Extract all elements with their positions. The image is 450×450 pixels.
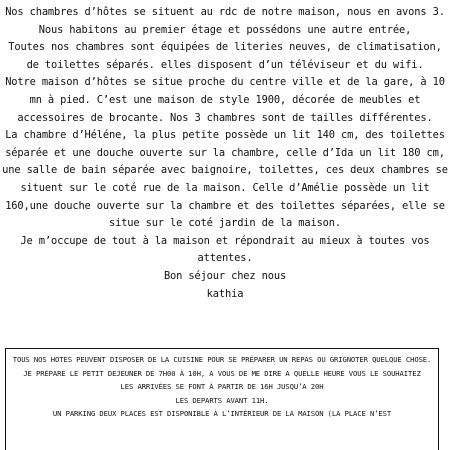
intro-paragraph-service: Je m’occupe de tout à la maison et répondrait au mieux à toutes vos attentes. bbox=[20, 234, 430, 265]
notice-departures: LES DEPARTS AVANT 11H. bbox=[175, 395, 269, 405]
info-notice-box bbox=[5, 348, 439, 450]
notice-kitchen: TOUS NOS HOTES PEUVENT DISPOSER DE LA CUISINE POUR SE PRÉPARER UN REPAS OU GRIGNOTER QUELQUE CHOSE. bbox=[12, 355, 432, 364]
intro-greeting: Bon séjour chez nous bbox=[163, 269, 287, 282]
intro-paragraph-first-floor: Nous habitons au premier étage et possédons une autre entrée, bbox=[38, 23, 412, 36]
intro-paragraph-equipment: Toutes nos chambres sont équipées de literies neuves, de climatisation, de toilettes séparés. elles disposent d’un téléviseur et du wifi. bbox=[8, 41, 442, 71]
notice-breakfast: JE PRÉPARE LE PETIT DEJEUNER DE 7H00 À 10H, A VOUS DE ME DIRE A QUELLE HEURE VOUS LE SOUHAITEZ bbox=[23, 368, 421, 378]
intro-text-block bbox=[2, 4, 448, 303]
intro-signature: kathia bbox=[206, 287, 244, 300]
notice-parking: UN PARKING DEUX PLACES EST DISPONIBLE À L’INTÉRIEUR DE LA MAISON (LA PLACE N’EST bbox=[52, 409, 392, 419]
notice-arrivals: LES ARRIVÉES SE FONT À PARTIR DE 16H JUSQU’A 20H bbox=[120, 382, 324, 392]
intro-paragraph-location: Notre maison d’hôtes se situe proche du centre ville et de la gare, à 10 mn à pied. C’est une maison de style 1900, décorée de meubles et accessoires de brocante. Nos 3 chambres sont de tailles différentes. bbox=[5, 76, 445, 124]
intro-paragraph-room-details: La chambre d’Héléne, la plus petite possède un lit 140 cm, des toilettes séparée et une douche ouverte sur la chambre, celle d’Ida un lit 180 cm, une salle de bain séparée avec baignoire, toilettes, ces deux chambres se situent sur le coté rue de la maison. Celle d’Amélie possède un lit 160,une douche ouverte sur la chambre et des toilettes séparées, elle se situe sur le coté jardin de la maison. bbox=[2, 129, 448, 230]
intro-paragraph-rooms: Nos chambres d’hôtes se situent au rdc de notre maison, nous en avons 3. bbox=[5, 6, 445, 18]
